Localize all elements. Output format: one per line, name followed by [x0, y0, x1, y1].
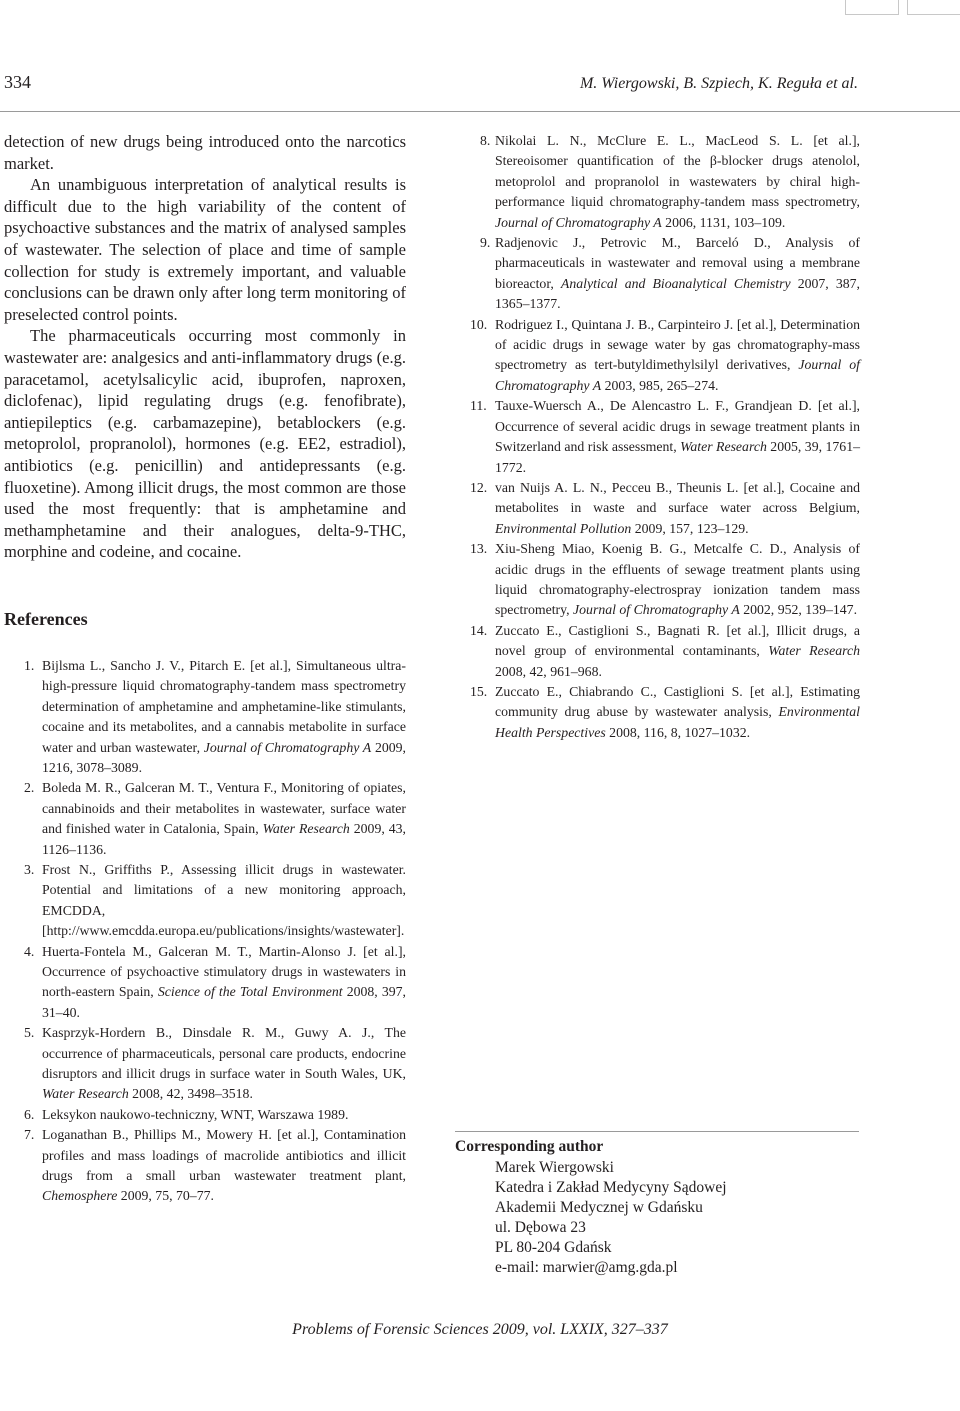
- reference-text: Loganathan B., Phillips M., Mowery H. [et al.], Contamination profiles and mass loadings of macrolide antibiotics and illicit drugs from a small urban wastewater treatment plant,: [42, 1127, 406, 1184]
- reference-text: Zuccato E., Castiglioni S., Bagnati R. [et al.], Illicit drugs, a novel group of environmental contaminants,: [495, 622, 860, 659]
- reference-citation: 2009, 75, 70–77.: [117, 1188, 214, 1204]
- reference-number: 15.: [470, 683, 488, 699]
- reference-item: [458, 315, 860, 397]
- body-paragraph: An unambiguous interpretation of analytical results is difficult due to the high variability of the content of psychoactive substances and the matrix of analysed samples of wastewater. The selection of place and time of sample collection for study is extremely important, and valuable conclusions can be drawn only after long term monitoring of preselected control points.: [4, 175, 406, 324]
- reference-number: 10.: [470, 316, 488, 332]
- reference-citation: 2009, 157, 123–129.: [631, 520, 749, 536]
- reference-journal: Water Research: [262, 821, 350, 837]
- body-paragraph: detection of new drugs being introduced onto the narcotics market.: [4, 132, 406, 173]
- reference-text: Frost N., Griffiths P., Assessing illicit drugs in wastewater. Potential and limitations of a new monitoring approach, EMCDDA, [http://www.emcdda.europa.eu/publications/insights/wastewater].: [42, 861, 406, 939]
- reference-citation: 2008, 397, 31–40.: [42, 984, 406, 1020]
- corner-box-right: [907, 0, 960, 15]
- reference-text: Zuccato E., Chiabrando C., Castiglioni S. [et al.], Estimating community drug abuse by wastewater analysis,: [495, 683, 860, 720]
- reference-item: [4, 656, 406, 778]
- right-column: [458, 131, 860, 743]
- reference-number: 12.: [470, 479, 488, 495]
- reference-text: Huerta-Fontela M., Galceran M. T., Martin-Alonso J. [et al.], Occurrence of psychoactive stimulatory drugs in wastewaters in north-eastern Spain,: [42, 943, 406, 1000]
- reference-journal: Journal of Chromatography A: [203, 739, 372, 755]
- reference-citation: 2006, 1131, 103–109.: [661, 214, 786, 230]
- reference-number: 5.: [24, 1025, 35, 1041]
- left-column: [4, 131, 406, 1207]
- reference-item: [4, 942, 406, 1024]
- reference-item: [4, 1023, 406, 1105]
- reference-number: 3.: [24, 861, 35, 877]
- reference-number: 9.: [480, 235, 491, 251]
- reference-item: [458, 396, 860, 478]
- running-header-authors: M. Wiergowski, B. Szpiech, K. Reguła et al.: [579, 75, 858, 92]
- reference-citation: 2008, 42, 961–968.: [495, 663, 602, 679]
- reference-number: 4.: [24, 943, 35, 959]
- reference-journal: Journal of Chromatography A: [495, 214, 662, 230]
- corresponding-author-title: Corresponding author: [455, 1138, 604, 1155]
- author-institution: Akademii Medycznej w Gdańsku: [495, 1199, 703, 1216]
- reference-text: Kasprzyk-Hordern B., Dinsdale R. M., Guwy A. J., The occurrence of pharmaceuticals, personal care products, endocrine disruptors and illicit drugs in surface water in South Wales, UK,: [42, 1025, 406, 1081]
- reference-journal: Water Research: [42, 1086, 129, 1102]
- reference-item: [458, 682, 860, 743]
- reference-number: 13.: [470, 541, 488, 557]
- reference-text: Rodriguez I., Quintana J. B., Carpinteiro J. [et al.], Determination of acidic drugs in sewage water by gas chromatography-mass spectrometry as tert-butyldimethylsilyl derivatives,: [495, 316, 860, 373]
- author-city: PL 80-204 Gdańsk: [495, 1239, 612, 1256]
- reference-journal: Journal of Chromatography A: [495, 357, 860, 393]
- reference-list-left: [4, 656, 406, 1207]
- reference-journal: Analytical and Bioanalytical Chemistry: [560, 275, 791, 291]
- reference-number: 2.: [24, 780, 35, 796]
- reference-text: Xiu-Sheng Miao, Koenig B. G., Metcalfe C. D., Analysis of acidic drugs in the effluents of sewage treatment plants using liquid chromatography-electrospray ionization tandem mass spectrometry,: [495, 541, 860, 618]
- author-street: ul. Dębowa 23: [495, 1219, 586, 1236]
- reference-item: [458, 131, 860, 233]
- reference-number: 1.: [24, 657, 35, 673]
- reference-number: 11.: [470, 398, 487, 414]
- reference-text: Boleda M. R., Galceran M. T., Ventura F., Monitoring of opiates, cannabinoids and their metabolites in wastewater, surface water and finished water in Catalonia, Spain,: [42, 780, 406, 837]
- reference-journal: Science of the Total Environment: [157, 984, 343, 1000]
- reference-item: [458, 539, 860, 621]
- reference-journal: Chemosphere: [42, 1188, 118, 1204]
- reference-item: [4, 860, 406, 942]
- page-number: 334: [4, 72, 31, 92]
- reference-item: [4, 1105, 406, 1125]
- reference-item: [458, 478, 860, 539]
- references-heading: References: [4, 608, 88, 629]
- reference-text: Leksykon naukowo-techniczny, WNT, Warszawa 1989.: [42, 1106, 349, 1122]
- reference-number: 7.: [24, 1127, 35, 1143]
- author-department: Katedra i Zakład Medycyny Sądowej: [495, 1179, 727, 1196]
- reference-item: [458, 621, 860, 682]
- reference-citation: 2005, 39, 1761–1772.: [495, 439, 860, 475]
- corresponding-author-box: [455, 1131, 859, 1278]
- reference-citation: 2002, 952, 139–147.: [739, 602, 858, 618]
- header-rule: [0, 111, 960, 112]
- corner-box-left: [845, 0, 899, 15]
- reference-number: 6.: [24, 1106, 35, 1122]
- reference-text: Bijlsma L., Sancho J. V., Pitarch E. [et al.], Simultaneous ultra-high-pressure liquid chromatography-tandem mass spectrometry determination of amphetamine and amphetamine-like stimulants, cocaine and its metabolites, and a cannabis metabolite in surface water and urban wastewater,: [42, 657, 406, 755]
- reference-text: Tauxe-Wuersch A., De Alencastro L. F., Grandjean D. [et al.], Occurrence of several acidic drugs in sewage treatment plants in Switzerland and risk assessment,: [495, 398, 860, 455]
- journal-footer: Problems of Forensic Sciences 2009, vol. LXXIX, 327–337: [292, 1321, 668, 1338]
- reference-journal: Environmental Health Perspectives: [495, 704, 860, 740]
- reference-journal: Journal of Chromatography A: [573, 602, 740, 618]
- reference-journal: Water Research: [768, 643, 860, 659]
- author-name: Marek Wiergowski: [495, 1159, 614, 1176]
- reference-citation: 2007, 387, 1365–1377.: [495, 275, 860, 312]
- reference-list-right: [458, 131, 860, 743]
- reference-number: 14.: [470, 622, 488, 638]
- reference-number: 8.: [480, 133, 491, 148]
- author-email[interactable]: e-mail: marwier@amg.gda.pl: [495, 1259, 678, 1276]
- reference-citation: 2009, 1216, 3078–3089.: [42, 739, 406, 775]
- reference-citation: 2008, 42, 3498–3518.: [128, 1086, 253, 1102]
- reference-text: Nikolai L. N., McClure E. L., MacLeod S. L. [et al.], Stereoisomer quantification of the β-blocker drugs atenolol, metoprolol and propranolol in wastewaters by chiral high-performance liquid chromatography-tandem mass spectrometry,: [495, 133, 860, 210]
- reference-text: van Nuijs A. L. N., Pecceu B., Theunis L. [et al.], Cocaine and metabolites in waste and surface water across Belgium,: [495, 479, 860, 516]
- reference-citation: 2008, 116, 8, 1027–1032.: [605, 724, 751, 740]
- reference-item: [4, 1125, 406, 1207]
- reference-item: [4, 778, 406, 860]
- reference-citation: 2003, 985, 265–274.: [601, 377, 719, 393]
- reference-journal: Environmental Pollution: [495, 520, 632, 536]
- reference-item: [458, 233, 860, 315]
- reference-text: Radjenovic J., Petrovic M., Barceló D., Analysis of pharmaceuticals in wastewater and removal using a membrane bioreactor,: [495, 235, 860, 291]
- reference-citation: 2009, 43, 1126–1136.: [42, 821, 406, 857]
- reference-journal: Water Research: [680, 439, 767, 455]
- body-paragraph: The pharmaceuticals occurring most commonly in wastewater are: analgesics and anti-inflammatory drugs (e.g. paracetamol, acetylsalicylic acid, ibuprofen, naproxen, diclofenac), lipid regulating drugs (e.g. fenofibrate), antiepileptics (e.g. carbamazepine), betablockers (e.g. metoprolol, propranolol), hormones (e.g. EE2, estradiol), antibiotics (e.g. penicillin) and antidepressants (e.g. fluoxetine). Among illicit drugs, the most common are those used the most frequently: that is amphetamine and methamphetamine and their analogues, delta-9-THC, morphine and codeine, and cocaine.: [4, 326, 406, 562]
